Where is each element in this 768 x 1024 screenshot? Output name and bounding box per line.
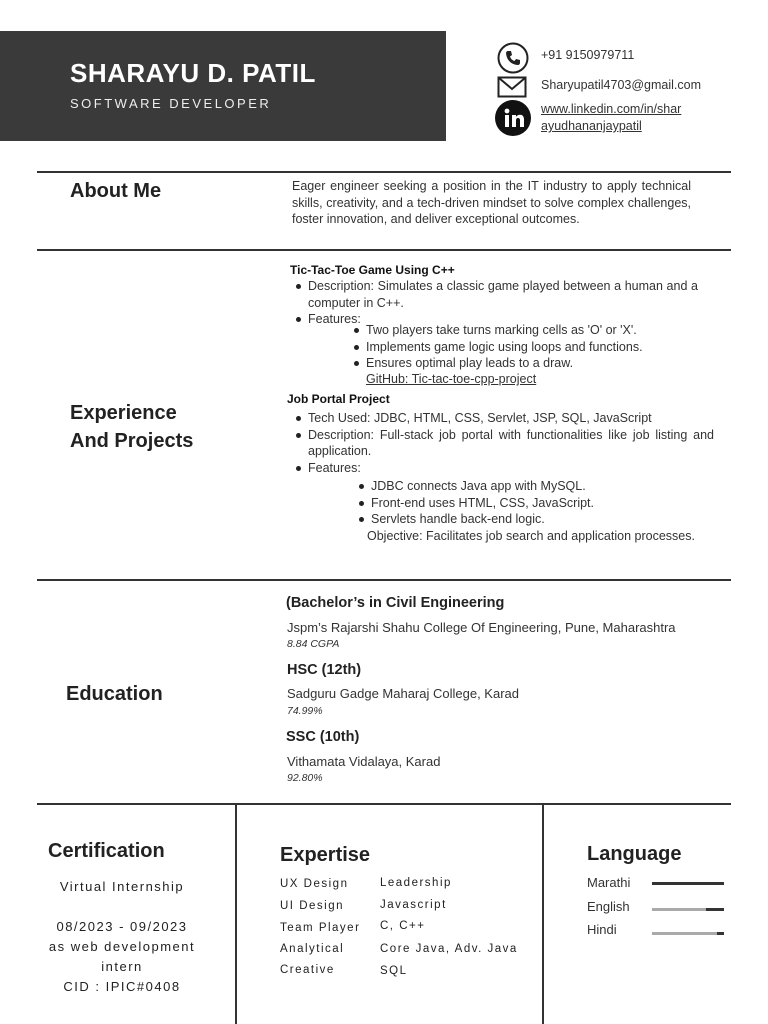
language-name: English [587,899,630,914]
education-school: Jspm’s Rajarshi Shahu College Of Engineering, Pune, Maharashtra [287,620,676,635]
certification-cid: CID : IPIC#0408 [63,979,181,994]
project2-feature: Servlets handle back-end logic. [353,511,693,528]
language-name: Marathi [587,875,631,890]
education-degree: HSC (12th) [287,662,362,678]
language-level-bar [652,882,724,885]
expertise-item: Leadership [380,877,452,889]
education-degree: (Bachelor’s in Civil Engineering [286,595,505,611]
about-title: About Me [70,180,162,202]
project1-title: Tic-Tac-Toe Game Using C++ [290,263,455,277]
education-score: 8.84 CGPA [287,638,340,650]
divider-experience-bottom [37,579,731,581]
education-degree: SSC (10th) [286,729,360,745]
linkedin-icon [495,100,531,136]
certification-role-line1: as web development [48,939,196,954]
expertise-item: Creative [280,964,335,976]
language-level-bar [652,908,724,911]
phone-number[interactable]: +91 9150979711 [541,48,635,62]
education-school: Sadguru Gadge Maharaj College, Karad [287,686,519,701]
language-level-fill [706,908,724,911]
language-name: Hindi [587,922,617,937]
expertise-title: Expertise [280,844,371,866]
certification-role-line2: intern [101,959,143,974]
candidate-name: SHARAYU D. PATIL [70,58,316,88]
language-level-fill [717,932,724,935]
expertise-item: UX Design [280,878,349,890]
candidate-role: SOFTWARE DEVELOPER [70,96,272,111]
divider-vertical-left [235,804,237,1024]
project1-feature: Two players take turns marking cells as 'O' or 'X'. [348,322,688,339]
expertise-item: C, C++ [380,920,426,932]
project2-objective: Objective: Facilitates job search and application processes. [367,529,695,543]
project2-description: Description: Full-stack job portal with functionalities like job listing and application. [290,427,714,460]
divider-education-bottom [37,803,731,805]
project2-list [290,410,714,476]
education-score: 92.80% [287,772,323,784]
expertise-item: SQL [380,965,408,977]
linkedin-url-line2[interactable]: ayudhananjaypatil [541,119,642,133]
education-school: Vithamata Vidalaya, Karad [287,754,441,769]
project1-github-link[interactable]: GitHub: Tic-tac-toe-cpp-project [366,372,537,386]
mail-icon [497,76,527,98]
phone-icon [497,42,529,74]
project1-feature: Ensures optimal play leads to a draw. [348,355,688,372]
divider-about-bottom [37,249,731,251]
project2-tech: Tech Used: JDBC, HTML, CSS, Servlet, JSP, SQL, JavaScript [290,410,714,427]
project1-feature: Implements game logic using loops and functions. [348,339,688,356]
education-score: 74.99% [287,705,323,717]
expertise-item: UI Design [280,900,344,912]
project1-description: Description: Simulates a classic game played between a human and a computer in C++. [290,278,698,311]
project2-features-label: Features: [290,460,714,477]
language-level-fill [652,882,724,885]
expertise-item: Team Player [280,922,361,934]
project1-list [290,278,698,328]
certification-name: Virtual Internship [59,879,185,894]
project2-title: Job Portal Project [287,392,390,406]
divider-about-top [37,171,731,173]
email-address[interactable]: Sharyupatil4703@gmail.com [541,78,701,92]
divider-vertical-right [542,804,544,1024]
certification-title: Certification [48,840,165,862]
expertise-item: Core Java, Adv. Java [380,943,518,955]
project2-feature: Front-end uses HTML, CSS, JavaScript. [353,495,693,512]
expertise-item: Analytical [280,943,345,955]
certification-dates: 08/2023 - 09/2023 [56,919,188,934]
experience-title-line2: And Projects [70,430,194,452]
language-level-bar [652,932,724,935]
linkedin-url-line1[interactable]: www.linkedin.com/in/shar [541,102,682,116]
expertise-item: Javascript [380,899,447,911]
experience-title-line1: Experience [70,402,177,424]
education-title: Education [66,683,163,705]
project2-features [353,478,693,528]
about-text: Eager engineer seeking a position in the IT industry to apply technical skills, creativity, and a tech-driven mindset to solve complex challenges, foster innovation, and deliver exceptional outcomes. [292,179,691,226]
project1-features-label: Features: [290,311,698,328]
project1-features [348,322,688,372]
language-title: Language [587,843,682,865]
project2-feature: JDBC connects Java app with MySQL. [353,478,693,495]
